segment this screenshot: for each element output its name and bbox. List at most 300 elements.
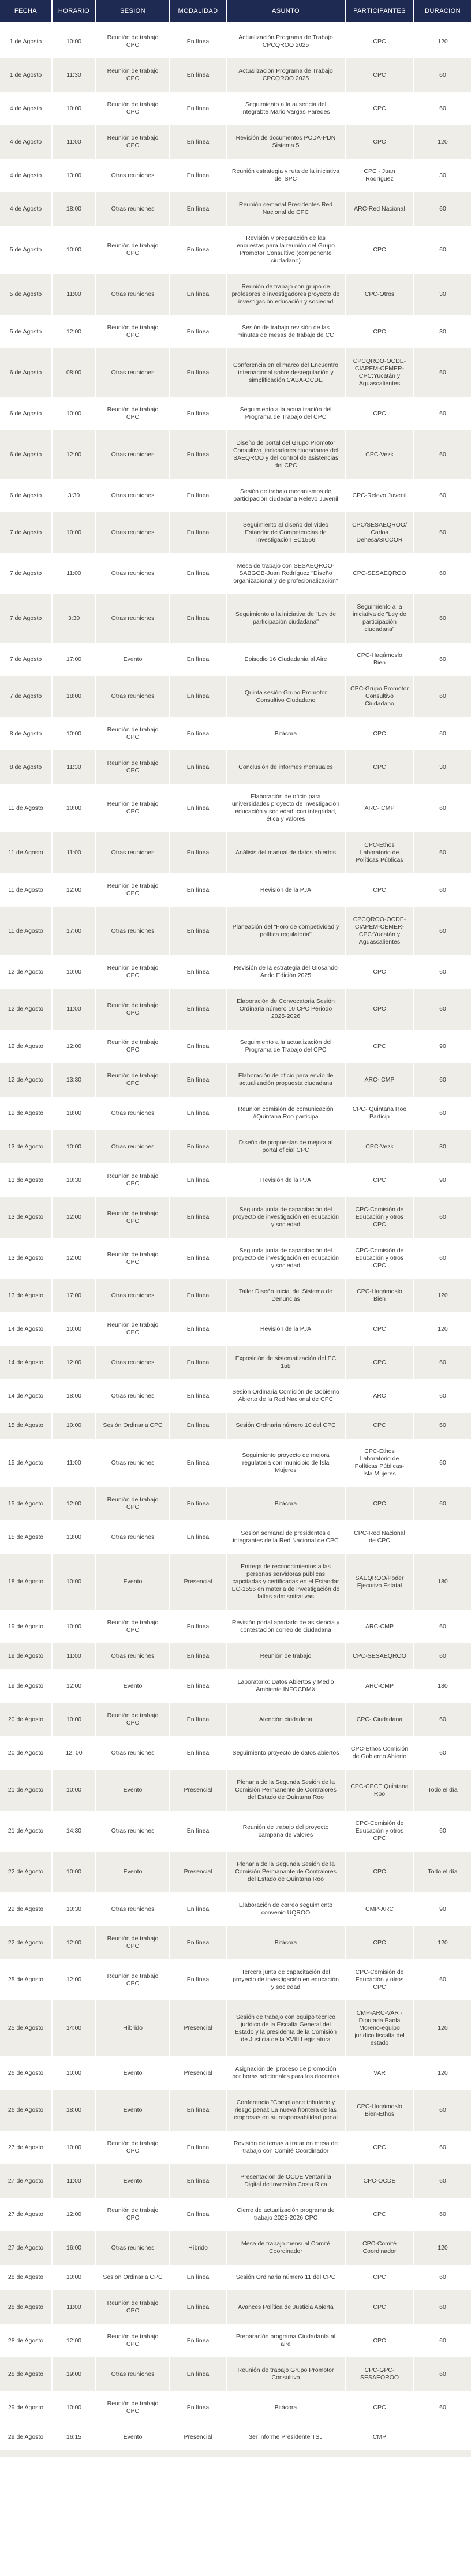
table-row (0, 1346, 471, 1379)
cell-participantes: CPC (345, 717, 414, 750)
cell-duracion: 60 (414, 226, 471, 274)
cell-duracion: 60 (414, 955, 471, 989)
cell-fecha: 26 de Agosto (8, 2069, 44, 2076)
cell-asunto: Sesión de trabajo revisión de las minutas de mesas de trabajo de CC (226, 315, 345, 348)
cell-asunto: Sesión de trabajo con equipo técnico jurídico de la Fiscalía General del Estado y la presidenta de la Comisión de Justicia de la XVIII Legislatura (226, 2000, 345, 2056)
cell-sesion: Reunión de trabajo CPC (96, 989, 170, 1030)
cell-modalidad: En línea (170, 2131, 226, 2164)
cell-participantes: CPC-Relevo Juvenil (345, 479, 414, 512)
cell-sesion: Otras reuniones (96, 274, 170, 315)
cell-fecha: 28 de Agosto (8, 2303, 44, 2311)
column-header-modalidad: MODALIDAD (170, 0, 226, 24)
cell-asunto: Asignación del proceso de promoción por horas adicionales para los docentes (226, 2056, 345, 2090)
cell-duracion: 60 (414, 1346, 471, 1379)
cell-participantes: CPC (345, 2198, 414, 2231)
table-row (0, 873, 471, 907)
cell-duracion (414, 2424, 471, 2450)
cell-duracion: 60 (414, 1487, 471, 1520)
table-row (0, 1197, 471, 1238)
cell-modalidad: En línea (170, 643, 226, 676)
cell-duracion: 180 (414, 1554, 471, 1610)
cell-fecha: 11 de Agosto (8, 927, 43, 934)
cell-asunto: Bitácora (226, 1487, 345, 1520)
cell-modalidad: En línea (170, 955, 226, 989)
cell-fecha: 27 de Agosto (8, 2143, 44, 2151)
cell-asunto: Bitácora (226, 717, 345, 750)
cell-sesion: Evento (96, 2164, 170, 2198)
cell-sesion: Evento (96, 1770, 170, 1811)
cell-fecha: 15 de Agosto (8, 1422, 44, 1429)
cell-duracion: 120 (414, 2056, 471, 2090)
table-row (0, 24, 471, 59)
cell-duracion: 60 (414, 2290, 471, 2324)
cell-modalidad: En línea (170, 2391, 226, 2424)
table-row (0, 2056, 471, 2090)
cell-participantes: CPC (345, 92, 414, 125)
cell-fecha: 7 de Agosto (9, 614, 42, 622)
table-row (0, 2000, 471, 2056)
cell-participantes: ARC-Red Nacional (345, 192, 414, 226)
cell-horario: 16:15 (52, 2424, 96, 2450)
cell-horario: 10:00 (52, 955, 96, 989)
cell-duracion: 60 (414, 1643, 471, 1669)
cell-participantes: CPC-Red Nacional de CPC (345, 1520, 414, 1554)
cell-asunto: Seguimiento a la actualización del Programa de Trabajo del CPC (226, 1030, 345, 1063)
cell-fecha: 19 de Agosto (8, 1623, 44, 1630)
cell-asunto: Conferencia "Compliance tributario y riesgo penal: La nueva frontera de las empresas en su responsabilidad penal (226, 2090, 345, 2131)
table-row (0, 226, 471, 274)
cell-fecha: 27 de Agosto (8, 2244, 44, 2251)
cell-asunto: Reunión de trabajo (226, 1643, 345, 1669)
cell-horario: 11:00 (52, 553, 96, 594)
partial-next-row (0, 2450, 471, 2457)
cell-fecha: 20 de Agosto (8, 1715, 44, 1723)
column-header-sesion: SESION (96, 0, 170, 24)
cell-modalidad: En línea (170, 2265, 226, 2290)
cell-sesion: Reunión de trabajo CPC (96, 2324, 170, 2357)
cell-modalidad: En línea (170, 1610, 226, 1643)
cell-participantes: CPC-Ethos Laboratorio de Políticas Públicas- Isla Mujeres (345, 1439, 414, 1487)
cell-sesion: Híbrido (96, 2000, 170, 2056)
cell-modalidad: Presencial (170, 2000, 226, 2056)
cell-sesion: Reunión de trabajo CPC (96, 1163, 170, 1197)
cell-fecha: 12 de Agosto (8, 1076, 44, 1083)
cell-modalidad: En línea (170, 348, 226, 397)
cell-fecha: 12 de Agosto (8, 1005, 44, 1012)
cell-horario: 10:00 (52, 1852, 96, 1892)
cell-participantes: ARC-CMP (345, 1610, 414, 1643)
cell-modalidad: En línea (170, 192, 226, 226)
cell-participantes: CPC (345, 989, 414, 1030)
cell-fecha: 27 de Agosto (8, 2177, 44, 2184)
cell-duracion: 60 (414, 2131, 471, 2164)
cell-duracion: 60 (414, 2324, 471, 2357)
cell-horario: 11:30 (52, 750, 96, 784)
cell-asunto: Seguimiento al diseño del video Estandar de Competencias de Investigación EC1556 (226, 512, 345, 553)
cell-horario: 19:00 (52, 2357, 96, 2391)
table-row (0, 955, 471, 989)
table-row (0, 1238, 471, 1279)
table-row (0, 1669, 471, 1703)
cell-fecha: 13 de Agosto (8, 1255, 44, 1261)
table-row (0, 832, 471, 873)
table-row (0, 1643, 471, 1669)
cell-duracion: 60 (414, 1703, 471, 1736)
cell-asunto: Sesión de trabajo mecanismos de participación ciudadana Relevo Juvenil (226, 479, 345, 512)
cell-participantes: CPC- Quintana Roo Particip (345, 1097, 414, 1130)
cell-modalidad: En línea (170, 717, 226, 750)
cell-duracion: 180 (414, 1669, 471, 1703)
cell-horario: 12: 00 (52, 1736, 96, 1770)
table-row (0, 1312, 471, 1346)
cell-fecha: 8 de Agosto (9, 730, 42, 737)
cell-fecha: 21 de Agosto (8, 1827, 44, 1834)
cell-duracion: 60 (414, 1736, 471, 1770)
cell-participantes: CPC (345, 1312, 414, 1346)
cell-asunto: Quinta sesión Grupo Promotor Consultivo Ciudadano (226, 676, 345, 717)
cell-sesion: Reunión de trabajo CPC (96, 2391, 170, 2424)
cell-horario: 10:00 (52, 397, 96, 430)
cell-horario: 3:30 (52, 479, 96, 512)
cell-sesion: Reunión de trabajo CPC (96, 2198, 170, 2231)
table-row (0, 512, 471, 553)
table-row (0, 2198, 471, 2231)
cell-modalidad: Híbrido (170, 2231, 226, 2265)
cell-duracion: 60 (414, 907, 471, 955)
cell-participantes: CPC-Vezk (345, 430, 414, 479)
cell-fecha: 14 de Agosto (8, 1392, 44, 1399)
table-row (0, 1279, 471, 1312)
cell-fecha: 5 de Agosto (9, 246, 42, 253)
cell-modalidad: En línea (170, 512, 226, 553)
cell-duracion: 30 (414, 159, 471, 192)
cell-modalidad: En línea (170, 1063, 226, 1097)
cell-participantes: CPC (345, 1346, 414, 1379)
table-row (0, 1520, 471, 1554)
cell-participantes: CPC-Hagámoslo Bien (345, 1279, 414, 1312)
table-row (0, 430, 471, 479)
cell-participantes: CPC-Otros (345, 274, 414, 315)
cell-modalidad: En línea (170, 989, 226, 1030)
cell-horario: 10:00 (52, 512, 96, 553)
cell-sesion: Evento (96, 1554, 170, 1610)
cell-modalidad: En línea (170, 1279, 226, 1312)
cell-modalidad: En línea (170, 315, 226, 348)
cell-asunto: Elaboración de correo seguimiento convenio UQROO (226, 1892, 345, 1926)
cell-horario: 12:00 (52, 1669, 96, 1703)
cell-asunto: Conferencia en el marco del Encuentro internacional sobre desregulación y simplificación CABA-OCDE (226, 348, 345, 397)
table-row (0, 1030, 471, 1063)
cell-asunto: Actualización Programa de Trabajo CPCQROO 2025 (226, 58, 345, 92)
table-row (0, 1554, 471, 1610)
cell-participantes: ARC-CMP (345, 1669, 414, 1703)
cell-modalidad: En línea (170, 58, 226, 92)
cell-horario: 18:00 (52, 2090, 96, 2131)
cell-asunto: Seguimiento a la actualización del Programa de Trabajo del CPC (226, 397, 345, 430)
cell-sesion: Reunión de trabajo CPC (96, 125, 170, 159)
cell-sesion: Otras reuniones (96, 1643, 170, 1669)
cell-horario: 10:00 (52, 24, 96, 59)
cell-fecha: 6 de Agosto (9, 450, 42, 458)
cell-duracion: 30 (414, 750, 471, 784)
cell-duracion: 60 (414, 2265, 471, 2290)
table-row (0, 92, 471, 125)
cell-sesion: Reunión de trabajo CPC (96, 717, 170, 750)
table-row (0, 1926, 471, 1959)
cell-horario: 11:00 (52, 832, 96, 873)
cell-horario: 12:00 (52, 430, 96, 479)
cell-sesion: Evento (96, 1852, 170, 1892)
cell-participantes: CPC-Comisión de Educación y otros CPC (345, 1238, 414, 1279)
table-row (0, 1736, 471, 1770)
cell-sesion: Evento (96, 2090, 170, 2131)
cell-modalidad: En línea (170, 1703, 226, 1736)
cell-modalidad: En línea (170, 430, 226, 479)
cell-asunto: Sesión Ordinaria Comisión de Gobierno Abierto de la Red Nacional de CPC (226, 1379, 345, 1413)
cell-modalidad: En línea (170, 2357, 226, 2391)
cell-horario: 12:00 (52, 2324, 96, 2357)
cell-asunto: Bitácora (226, 2391, 345, 2424)
cell-modalidad: En línea (170, 907, 226, 955)
cell-duracion: 90 (414, 1163, 471, 1197)
table-row (0, 2090, 471, 2131)
cell-modalidad: En línea (170, 274, 226, 315)
cell-sesion: Evento (96, 643, 170, 676)
cell-fecha: 28 de Agosto (8, 2370, 44, 2378)
cell-horario: 16:00 (52, 2231, 96, 2265)
cell-participantes: CPC (345, 2324, 414, 2357)
cell-participantes: CPC - Juan Rodríguez (345, 159, 414, 192)
cell-sesion: Evento (96, 2056, 170, 2090)
cell-duracion: 60 (414, 1959, 471, 2000)
cell-horario: 12:00 (52, 1346, 96, 1379)
cell-horario: 12:00 (52, 2198, 96, 2231)
cell-duracion: 60 (414, 2391, 471, 2424)
cell-modalidad: En línea (170, 24, 226, 59)
cell-fecha: 7 de Agosto (9, 570, 42, 577)
cell-duracion: 60 (414, 873, 471, 907)
cell-horario: 12:00 (52, 1959, 96, 2000)
cell-fecha: 25 de Agosto (8, 2025, 44, 2031)
cell-sesion: Reunión de trabajo CPC (96, 955, 170, 989)
table-row (0, 907, 471, 955)
cell-asunto: Reunión de trabajo con grupo de profesores e investigadores proyecto de investigación educación y sociedad (226, 274, 345, 315)
cell-duracion: 60 (414, 192, 471, 226)
cell-asunto: Reunión de trabajo del proyecto campaña de valores (226, 1811, 345, 1852)
cell-participantes: CPC-SESAEQROO (345, 553, 414, 594)
cell-horario: 10:00 (52, 784, 96, 832)
cell-modalidad: En línea (170, 1643, 226, 1669)
cell-duracion: 30 (414, 274, 471, 315)
cell-modalidad: En línea (170, 125, 226, 159)
cell-participantes: CPC (345, 1852, 414, 1892)
cell-horario: 12:00 (52, 1926, 96, 1959)
cell-fecha: 14 de Agosto (8, 1325, 44, 1332)
table-row (0, 1379, 471, 1413)
cell-duracion: 60 (414, 1197, 471, 1238)
table-header (0, 0, 471, 24)
cell-fecha: 4 de Agosto (9, 171, 42, 179)
cell-asunto: Avances Política de Justicia Abierta (226, 2290, 345, 2324)
cell-asunto: Diseño de propuestas de mejora al portal oficial CPC (226, 1130, 345, 1163)
cell-duracion: 120 (414, 1279, 471, 1312)
cell-modalidad: En línea (170, 397, 226, 430)
table-row (0, 1892, 471, 1926)
table-row (0, 1610, 471, 1643)
cell-asunto: Conclusión de informes mensuales (226, 750, 345, 784)
cell-fecha: 4 de Agosto (9, 205, 42, 212)
table-row (0, 1413, 471, 1439)
cell-fecha: 19 de Agosto (8, 1682, 44, 1689)
cell-modalidad: En línea (170, 594, 226, 643)
cell-modalidad: En línea (170, 873, 226, 907)
cell-horario: 10:00 (52, 717, 96, 750)
cell-sesion: Otras reuniones (96, 348, 170, 397)
cell-fecha: 19 de Agosto (8, 1653, 44, 1659)
cell-sesion: Reunión de trabajo CPC (96, 1312, 170, 1346)
cell-horario: 12:00 (52, 1487, 96, 1520)
cell-sesion: Reunión de trabajo CPC (96, 2131, 170, 2164)
table-row (0, 348, 471, 397)
cell-duracion: 60 (414, 676, 471, 717)
cell-modalidad: Presencial (170, 1770, 226, 1811)
cell-fecha: 13 de Agosto (8, 1176, 44, 1184)
cell-participantes: ARC- CMP (345, 784, 414, 832)
cell-duracion: 60 (414, 1063, 471, 1097)
cell-participantes: CPC (345, 58, 414, 92)
cell-asunto: Preparación programa Ciudadanía al aire (226, 2324, 345, 2357)
cell-sesion: Otras reuniones (96, 832, 170, 873)
cell-participantes: CPC-Comisión de Educación y otros CPC (345, 1959, 414, 2000)
cell-duracion: 60 (414, 2090, 471, 2131)
cell-participantes: CPC-Hagámoslo Bien (345, 643, 414, 676)
cell-asunto: Taller Diseño inicial del Sistema de Denuncias (226, 1279, 345, 1312)
cell-sesion: Reunión de trabajo CPC (96, 397, 170, 430)
cell-fecha: 13 de Agosto (8, 1143, 44, 1150)
table-row (0, 2357, 471, 2391)
table-row (0, 2131, 471, 2164)
cell-horario: 12:00 (52, 1197, 96, 1238)
table-row (0, 479, 471, 512)
cell-duracion: 60 (414, 397, 471, 430)
cell-participantes: CPC (345, 955, 414, 989)
cell-modalidad: En línea (170, 226, 226, 274)
cell-fecha: 25 de Agosto (8, 1976, 44, 1983)
cell-duracion: 60 (414, 717, 471, 750)
cell-participantes: CPC-OCDE (345, 2164, 414, 2198)
cell-modalidad: En línea (170, 1736, 226, 1770)
cell-sesion: Otras reuniones (96, 1892, 170, 1926)
cell-asunto: Seguimiento a la iniciativa de "Ley de participación ciudadana" (226, 594, 345, 643)
cell-modalidad: En línea (170, 1312, 226, 1346)
cell-fecha: 11 de Agosto (8, 849, 43, 856)
cell-modalidad: En línea (170, 2290, 226, 2324)
cell-participantes: CPC (345, 2391, 414, 2424)
cell-sesion: Otras reuniones (96, 479, 170, 512)
cell-asunto: Sesión semanal de presidentes e integrantes de la Red Nacional de CPC (226, 1520, 345, 1554)
cell-modalidad: En línea (170, 2090, 226, 2131)
cell-asunto: Revisión de la PJA (226, 1312, 345, 1346)
table-row (0, 2424, 471, 2450)
cell-horario: 10:00 (52, 92, 96, 125)
cell-modalidad: En línea (170, 1439, 226, 1487)
cell-participantes: CPC-Comité Coordinador (345, 2231, 414, 2265)
cell-participantes: CMP-ARC (345, 1892, 414, 1926)
cell-fecha: 13 de Agosto (8, 1214, 44, 1221)
cell-asunto: 3er informe Presidente TSJ (226, 2424, 345, 2450)
cell-modalidad: En línea (170, 1130, 226, 1163)
table-row (0, 1063, 471, 1097)
cell-asunto: Revisión portal apartado de asistencia y contestación correo de ciudadana (226, 1610, 345, 1643)
cell-horario: 13:00 (52, 159, 96, 192)
cell-sesion: Reunión de trabajo CPC (96, 24, 170, 59)
cell-horario: 10:00 (52, 1130, 96, 1163)
cell-asunto: Diseño de portal del Grupo Promotor Consultivo_indicadores ciudadanos del SAEQROO y del control de asistencias del CPC (226, 430, 345, 479)
cell-sesion: Sesión Ordinaria CPC (96, 2265, 170, 2290)
cell-participantes: CPC (345, 1163, 414, 1197)
cell-modalidad: Presencial (170, 2424, 226, 2450)
table-row (0, 274, 471, 315)
cell-horario: 3:30 (52, 594, 96, 643)
cell-duracion: 60 (414, 1610, 471, 1643)
cell-asunto: Reunión semanal Presidentes Red Nacional de CPC (226, 192, 345, 226)
cell-modalidad: En línea (170, 1163, 226, 1197)
cell-asunto: Revisión de temas a tratar en mesa de trabajo con Comité Coordinador (226, 2131, 345, 2164)
cell-asunto: Elaboración de Convocatoria Sesión Ordinaria número 10 CPC Periodo 2025-2026 (226, 989, 345, 1030)
cell-fecha: 26 de Agosto (8, 2106, 44, 2113)
cell-asunto: Sesión Ordinaria número 11 del CPC (226, 2265, 345, 2290)
cell-asunto: Episodio 16 Ciudadania al Aire (226, 643, 345, 676)
cell-sesion: Otras reuniones (96, 1520, 170, 1554)
cell-horario: 13:30 (52, 1063, 96, 1097)
cell-sesion: Reunión de trabajo CPC (96, 1197, 170, 1238)
cell-sesion: Reunión de trabajo CPC (96, 58, 170, 92)
cell-participantes: ARC- CMP (345, 1063, 414, 1097)
cell-fecha: 28 de Agosto (8, 2274, 44, 2281)
cell-horario: 10:00 (52, 1554, 96, 1610)
cell-asunto: Revisión de la PJA (226, 873, 345, 907)
table-row (0, 397, 471, 430)
cell-participantes: CPC-CPCE Quintana Roo (345, 1770, 414, 1811)
table-row (0, 2391, 471, 2424)
table-row (0, 315, 471, 348)
cell-duracion: 90 (414, 1030, 471, 1063)
cell-fecha: 29 de Agosto (8, 2434, 44, 2440)
cell-sesion: Otras reuniones (96, 192, 170, 226)
cell-asunto: Exposición de sistematización del EC 155 (226, 1346, 345, 1379)
cell-duracion: 90 (414, 1892, 471, 1926)
cell-duracion: 60 (414, 2357, 471, 2391)
cell-participantes: CPC (345, 750, 414, 784)
cell-participantes: ARC (345, 1379, 414, 1413)
cell-fecha: 12 de Agosto (8, 1042, 44, 1050)
cell-participantes: CPC-Grupo Promotor Consultivo Ciudadano (345, 676, 414, 717)
cell-duracion: 60 (414, 832, 471, 873)
cell-participantes: CPC (345, 873, 414, 907)
cell-horario: 10:00 (52, 2265, 96, 2290)
cell-fecha: 6 de Agosto (9, 369, 42, 376)
table-row (0, 2164, 471, 2198)
cell-sesion: Reunión de trabajo CPC (96, 1238, 170, 1279)
cell-duracion: 120 (414, 24, 471, 59)
cell-horario: 13:00 (52, 1520, 96, 1554)
table-row (0, 1487, 471, 1520)
cell-modalidad: En línea (170, 92, 226, 125)
cell-duracion: 120 (414, 1312, 471, 1346)
cell-sesion: Reunión de trabajo CPC (96, 315, 170, 348)
cell-horario: 18:00 (52, 1379, 96, 1413)
cell-participantes: CPC (345, 2131, 414, 2164)
